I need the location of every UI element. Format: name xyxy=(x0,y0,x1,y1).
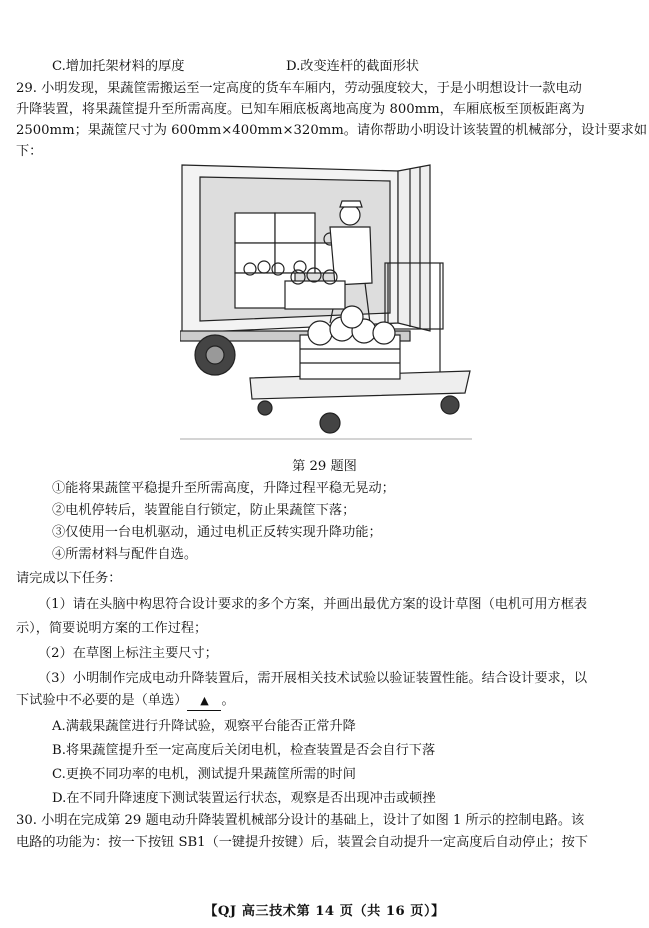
choice-b: B.将果蔬筐提升至一定高度后关闭电机，检查装置是否会自行下落 xyxy=(52,743,436,758)
answer-blank[interactable] xyxy=(187,692,221,711)
figure-caption: 第 29 题图 xyxy=(292,459,357,474)
choice-c: C.更换不同功率的电机，测试提升果蔬筐所需的时间 xyxy=(52,767,356,782)
requirement-1: ①能将果蔬筐平稳提升至所需高度，升降过程平稳无晃动； xyxy=(52,481,395,496)
task-intro: 请完成以下任务： xyxy=(16,571,122,586)
task2-line: （2）在草图上标注主要尺寸； xyxy=(38,646,218,661)
page-footer: 【QJ 高三技术第 14 页（共 16 页）】 xyxy=(204,904,445,919)
requirement-3: ③仅使用一台电机驱动，通过电机正反转实现升降功能； xyxy=(52,525,382,540)
task3-line-2 xyxy=(16,692,235,711)
task3-end: 。 xyxy=(221,693,235,708)
task3-line-1: （3）小明制作完成电动升降装置后，需开展相关技术试验以验证装置性能。结合设计要求，以 xyxy=(38,671,588,686)
option-c: C.增加托架材料的厚度 xyxy=(52,59,185,74)
truck-loading-illustration xyxy=(180,163,472,445)
q29-line-3: 2500mm；果蔬筐尺寸为 600mm×400mm×320mm。请你帮助小明设计该装置的机械部分，设计要求如 xyxy=(16,123,648,138)
task1-line-2: 示），简要说明方案的工作过程； xyxy=(16,621,208,636)
q29-line-2: 升降装置，将果蔬筐提升至所需高度。已知车厢底板离地高度为 800mm，车厢底板至顶板距离为 xyxy=(16,102,585,117)
task3-question: 下试验中不必要的是（单选） xyxy=(16,693,188,708)
q29-line-4: 下： xyxy=(16,144,43,159)
choice-a: A.满载果蔬筐进行升降试验，观察平台能否正常升降 xyxy=(52,719,356,734)
requirement-4: ④所需材料与配件自选。 xyxy=(52,547,198,562)
triangle-marker-icon: ▲ xyxy=(200,694,209,707)
option-d: D.改变连杆的截面形状 xyxy=(286,59,419,74)
q30-line-1: 30. 小明在完成第 29 题电动升降装置机械部分设计的基础上，设计了如图 1 所示的控制电路。该 xyxy=(16,813,585,828)
q29-line-1: 29. 小明发现，果蔬筐需搬运至一定高度的货车车厢内，劳动强度较大，于是小明想设计一款电动 xyxy=(16,81,582,96)
task1-line-1: （1）请在头脑中构思符合设计要求的多个方案，并画出最优方案的设计草图（电机可用方框表 xyxy=(38,597,588,612)
q30-line-2: 电路的功能为：按一下按钮 SB1（一键提升按键）后，装置会自动提升一定高度后自动停止；按下 xyxy=(16,835,588,850)
choice-d: D.在不同升降速度下测试装置运行状态，观察是否出现冲击或顿挫 xyxy=(52,791,436,806)
requirement-2: ②电机停转后，装置能自行锁定，防止果蔬筐下落； xyxy=(52,503,356,518)
